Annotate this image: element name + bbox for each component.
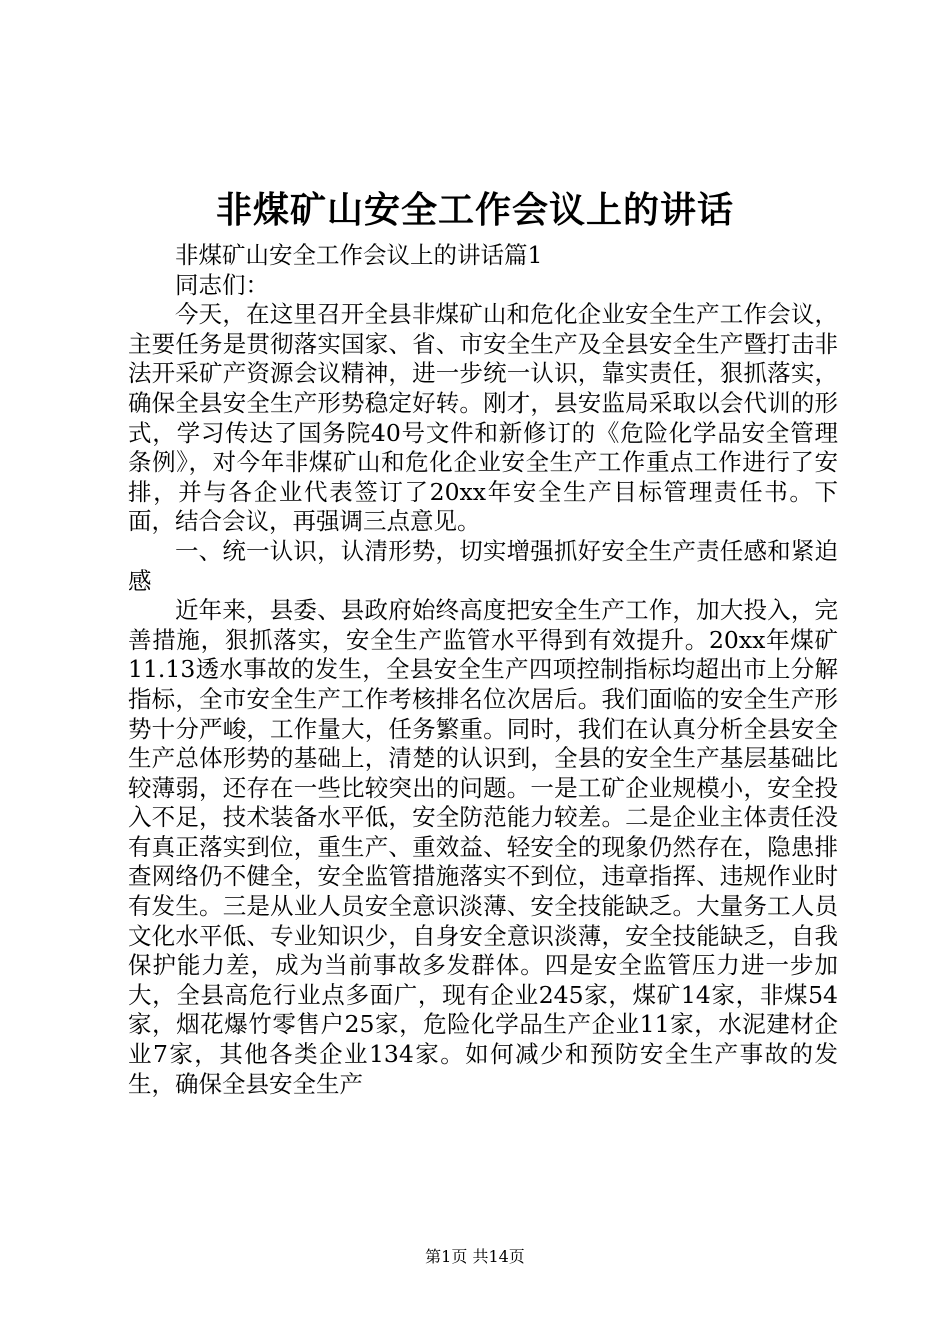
page-number-footer: 第1页 共14页 [425, 1247, 525, 1266]
document-title: 非煤矿山安全工作会议上的讲话 [215, 189, 734, 231]
salutation: 同志们： [175, 270, 269, 299]
paragraph-opening: 今天，在这里召开全县非煤矿山和危化企业安全生产工作会议，主要任务是贯彻落实国家、省、市安全生产及全县安全生产暨打击非法开采矿产资源会议精神，进一步统一认识，靠实责任，狠抓落实，确保全县安全生产形势稳定好转。刚才，县安监局采取以会代训的形式，学习传达了国务院40号文件和新修订的《危险化学品安全管理条例》，对今年非煤矿山和危化企业安全生产工作重点工作进行了安排，并与各企业代表签订了20xx年安全生产目标管理责任书。下面，结合会议，再强调三点意见。 [128, 300, 838, 536]
paragraph-situation: 近年来，县委、县政府始终高度把安全生产工作，加大投入，完善措施，狠抓落实，安全生产监管水平得到有效提升。20xx年煤矿11.13透水事故的发生，全县安全生产四项控制指标均超出市上分解指标，全市安全生产工作考核排名位次居后。我们面临的安全生产形势十分严峻，工作量大，任务繁重。同时，我们在认真分析全县安全生产总体形势的基础上，清楚的认识到，全县的安全生产基层基础比较薄弱，还存在一些比较突出的问题。一是工矿企业规模小，安全投入不足，技术装备水平低，安全防范能力较差。二是企业主体责任没有真正落实到位，重生产、重效益、轻安全的现象仍然存在，隐患排查网络仍不健全，安全监管措施落实不到位，违章指挥、违规作业时有发生。三是从业人员安全意识淡薄、安全技能缺乏。大量务工人员文化水平低、专业知识少，自身安全意识淡薄，安全技能缺乏，自我保护能力差，成为当前事故多发群体。四是安全监管压力进一步加大，全县高危行业点多面广，现有企业245家，煤矿14家，非煤54家，烟花爆竹零售户25家，危险化学品生产企业11家，水泥建材企业7家，其他各类企业134家。如何减少和预防安全生产事故的发生，确保全县安全生产 [128, 596, 838, 1098]
document-body [128, 241, 838, 1099]
section-heading-1: 一、统一认识，认清形势，切实增强抓好安全生产责任感和紧迫感 [128, 536, 838, 595]
document-subtitle: 非煤矿山安全工作会议上的讲话篇1 [175, 241, 543, 269]
